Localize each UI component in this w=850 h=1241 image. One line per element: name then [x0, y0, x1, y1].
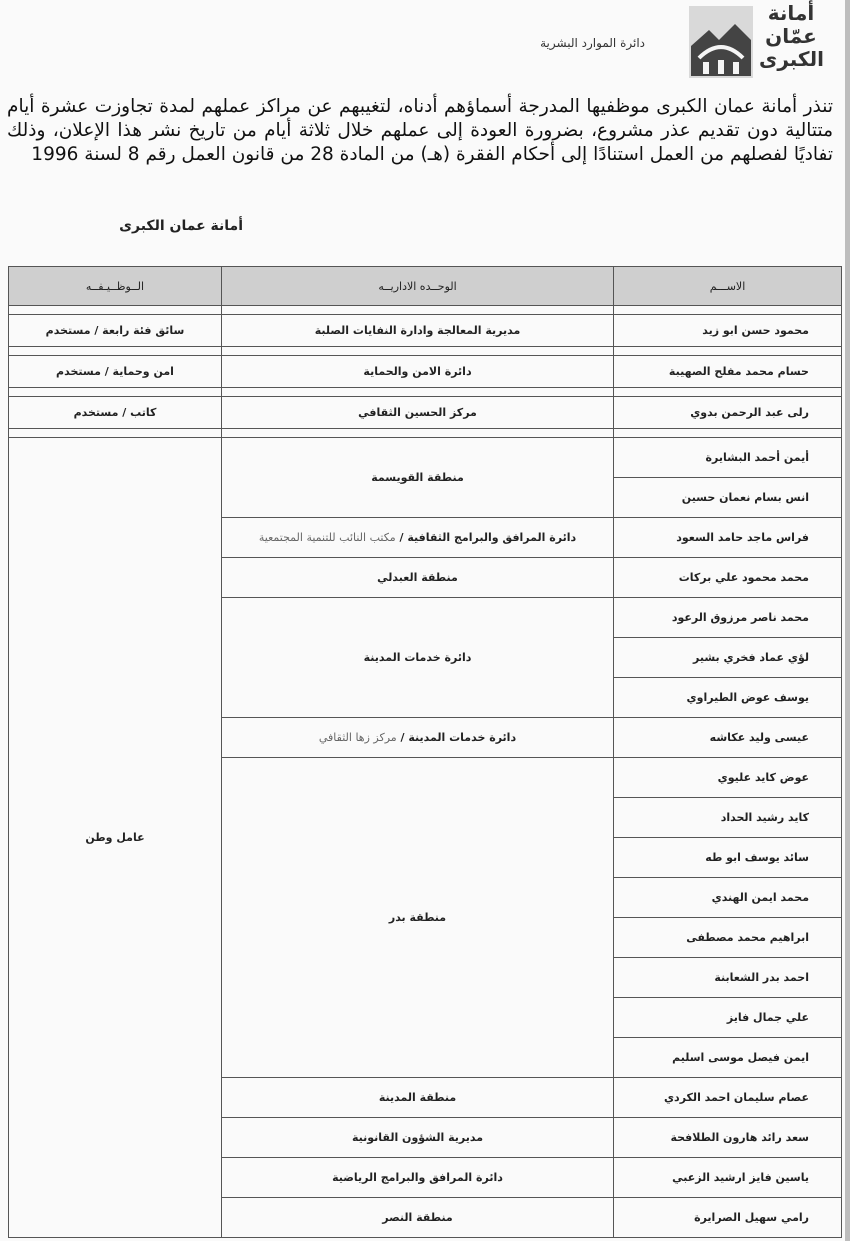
- name-cell: رلى عبد الرحمن بدوي: [614, 397, 842, 429]
- unit-cell: منطقة القويسمة: [222, 438, 614, 518]
- unit-main: دائرة خدمات المدينة /: [400, 731, 517, 744]
- name-cell: ايمن فيصل موسى اسليم: [614, 1038, 842, 1078]
- name-cell: حسام محمد مفلح الصهيبة: [614, 356, 842, 388]
- name-cell: عوض كايد عليوي: [614, 758, 842, 798]
- name-cell: احمد بدر الشعابنة: [614, 958, 842, 998]
- name-cell: علي جمال فايز: [614, 998, 842, 1038]
- unit-cell: دائرة المرافق والبرامج الرياضية: [222, 1158, 614, 1198]
- name-cell: محمود حسن ابو زيد: [614, 315, 842, 347]
- unit-cell: دائرة خدمات المدينة: [222, 598, 614, 718]
- name-cell: سائد يوسف ابو طه: [614, 838, 842, 878]
- amman-logo-icon: [689, 6, 753, 78]
- name-cell: رامي سهيل الصرايرة: [614, 1198, 842, 1238]
- table-row: [9, 315, 842, 347]
- unit-cell: مديرية الشؤون القانونية: [222, 1118, 614, 1158]
- unit-cell: مركز الحسين الثقافي: [222, 397, 614, 429]
- name-cell: عصام سليمان احمد الكردي: [614, 1078, 842, 1118]
- name-cell: ابراهيم محمد مصطفى: [614, 918, 842, 958]
- unit-cell: منطقة العبدلي: [222, 558, 614, 598]
- name-cell: لؤي عماد فخري بشير: [614, 638, 842, 678]
- unit-cell: [222, 518, 614, 558]
- unit-main: دائرة المرافق والبرامج الثقافية /: [399, 531, 577, 544]
- name-cell: محمد ايمن الهندي: [614, 878, 842, 918]
- name-cell: محمد ناصر مرزوق الرعود: [614, 598, 842, 638]
- unit-cell: [222, 718, 614, 758]
- job-cell: سائق فئة رابعة / مستخدم: [9, 315, 222, 347]
- group-job-cell: عامل وطن: [9, 438, 222, 1238]
- name-cell: انس بسام نعمان حسين: [614, 478, 842, 518]
- department-label: دائرة الموارد البشرية: [540, 36, 645, 50]
- name-cell: أيمن أحمد البشايرة: [614, 438, 842, 478]
- name-cell: محمد محمود علي بركات: [614, 558, 842, 598]
- table-row: [9, 438, 842, 478]
- name-cell: فراس ماجد حامد السعود: [614, 518, 842, 558]
- unit-cell: مديرية المعالجة وادارة النفايات الصلبة: [222, 315, 614, 347]
- name-cell: يوسف عوض الطيراوي: [614, 678, 842, 718]
- table-row: [9, 356, 842, 388]
- job-cell: امن وحماية / مستخدم: [9, 356, 222, 388]
- logo-text: أمانة عمّان الكبرى: [759, 1, 824, 71]
- unit-cell: دائرة الامن والحماية: [222, 356, 614, 388]
- table-header-row: [9, 267, 842, 306]
- unit-cell: منطقة بدر: [222, 758, 614, 1078]
- notice-text: تنذر أمانة عمان الكبرى موظفيها المدرجة أسماؤهم أدناه، لتغيبهم عن مراكز عملهم لمدة تجاوزت عشرة أيام متتالية دون تقديم عذر مشروع، بضرورة العودة إلى عملهم خلال ثلاثة أيام من تاريخ نشر هذا الإعلان، وذلك تفاديًا لفصلهم من العمل استنادًا إلى أحكام الفقرة (هـ) من المادة 28 من قانون العمل رقم 8 لسنة 1996: [7, 96, 833, 165]
- job-cell: كاتب / مستخدم: [9, 397, 222, 429]
- header-name: الاســـم: [614, 267, 842, 306]
- name-cell: كايد رشيد الحداد: [614, 798, 842, 838]
- name-cell: عيسى وليد عكاشه: [614, 718, 842, 758]
- header-job: الــوظــيـفــه: [9, 267, 222, 306]
- table-row: [9, 397, 842, 429]
- unit-cell: منطقة المدينة: [222, 1078, 614, 1118]
- unit-sub: مكتب النائب للتنمية المجتمعية: [258, 531, 396, 544]
- employees-table: [8, 266, 842, 1238]
- unit-cell: منطقة النصر: [222, 1198, 614, 1238]
- name-cell: سعد رائد هارون الطلافحة: [614, 1118, 842, 1158]
- header-unit: الوحــده الاداريــه: [222, 267, 614, 306]
- name-cell: ياسين فايز ارشيد الزعبي: [614, 1158, 842, 1198]
- signature: أمانة عمان الكبرى: [119, 218, 243, 234]
- unit-sub: مركز زها الثقافي: [318, 731, 397, 744]
